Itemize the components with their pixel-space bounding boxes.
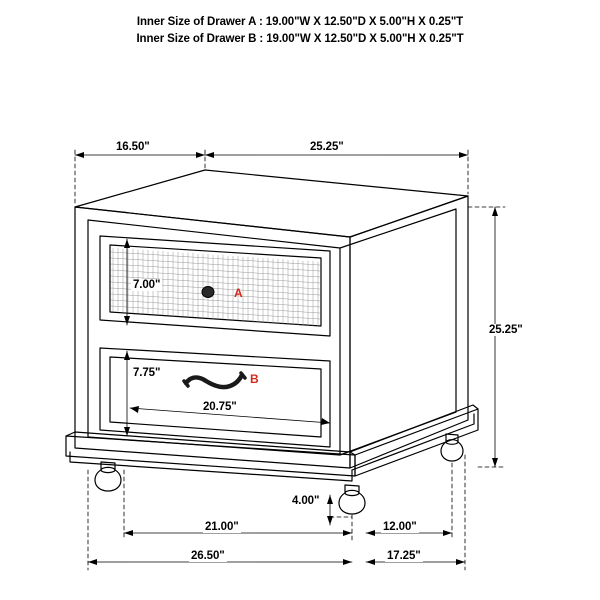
drawer-a-note: Inner Size of Drawer A : 19.00"W X 12.50"D X 5.00"H X 0.25"T — [136, 16, 464, 28]
leg-front-right — [339, 485, 365, 514]
dim-label-side-depth: 12.00" — [383, 521, 417, 533]
drawer-a-knob — [202, 287, 214, 298]
cabinet-top — [75, 170, 468, 237]
leg-front-left — [95, 462, 121, 491]
dim-label-right-height: 25.25" — [489, 324, 523, 336]
leg-back-right-collar — [446, 440, 458, 445]
drawer-a-letter: A — [234, 286, 243, 300]
dim-label-total-width: 26.50" — [191, 550, 225, 562]
dimension-lines — [75, 150, 505, 570]
dim-label-body-width: 21.00" — [205, 521, 239, 533]
drawer-b-pull — [186, 375, 242, 387]
leg-front-left-collar — [101, 467, 115, 472]
leg-front-right-collar — [345, 490, 359, 495]
base-side-top-edge — [350, 405, 478, 452]
front-frame-inner — [88, 220, 340, 455]
dim-label-drawer-b-height: 7.75" — [133, 367, 161, 379]
leg-back-right — [441, 434, 463, 461]
dim-label-leg-height: 4.00" — [292, 495, 320, 507]
cabinet-side — [350, 196, 468, 468]
dim-label-top-left: 16.50" — [116, 141, 150, 153]
dim-label-top-right: 25.25" — [310, 141, 344, 153]
dim-label-drawer-a-height: 7.00" — [133, 279, 161, 291]
dim-label-total-depth: 17.25" — [387, 550, 421, 562]
drawer-b-letter: B — [250, 372, 259, 386]
drawer-b-note: Inner Size of Drawer B : 19.00"W X 12.50"D X 5.00"H X 0.25"T — [136, 33, 464, 45]
dim-label-drawer-b-width: 20.75" — [203, 401, 237, 413]
